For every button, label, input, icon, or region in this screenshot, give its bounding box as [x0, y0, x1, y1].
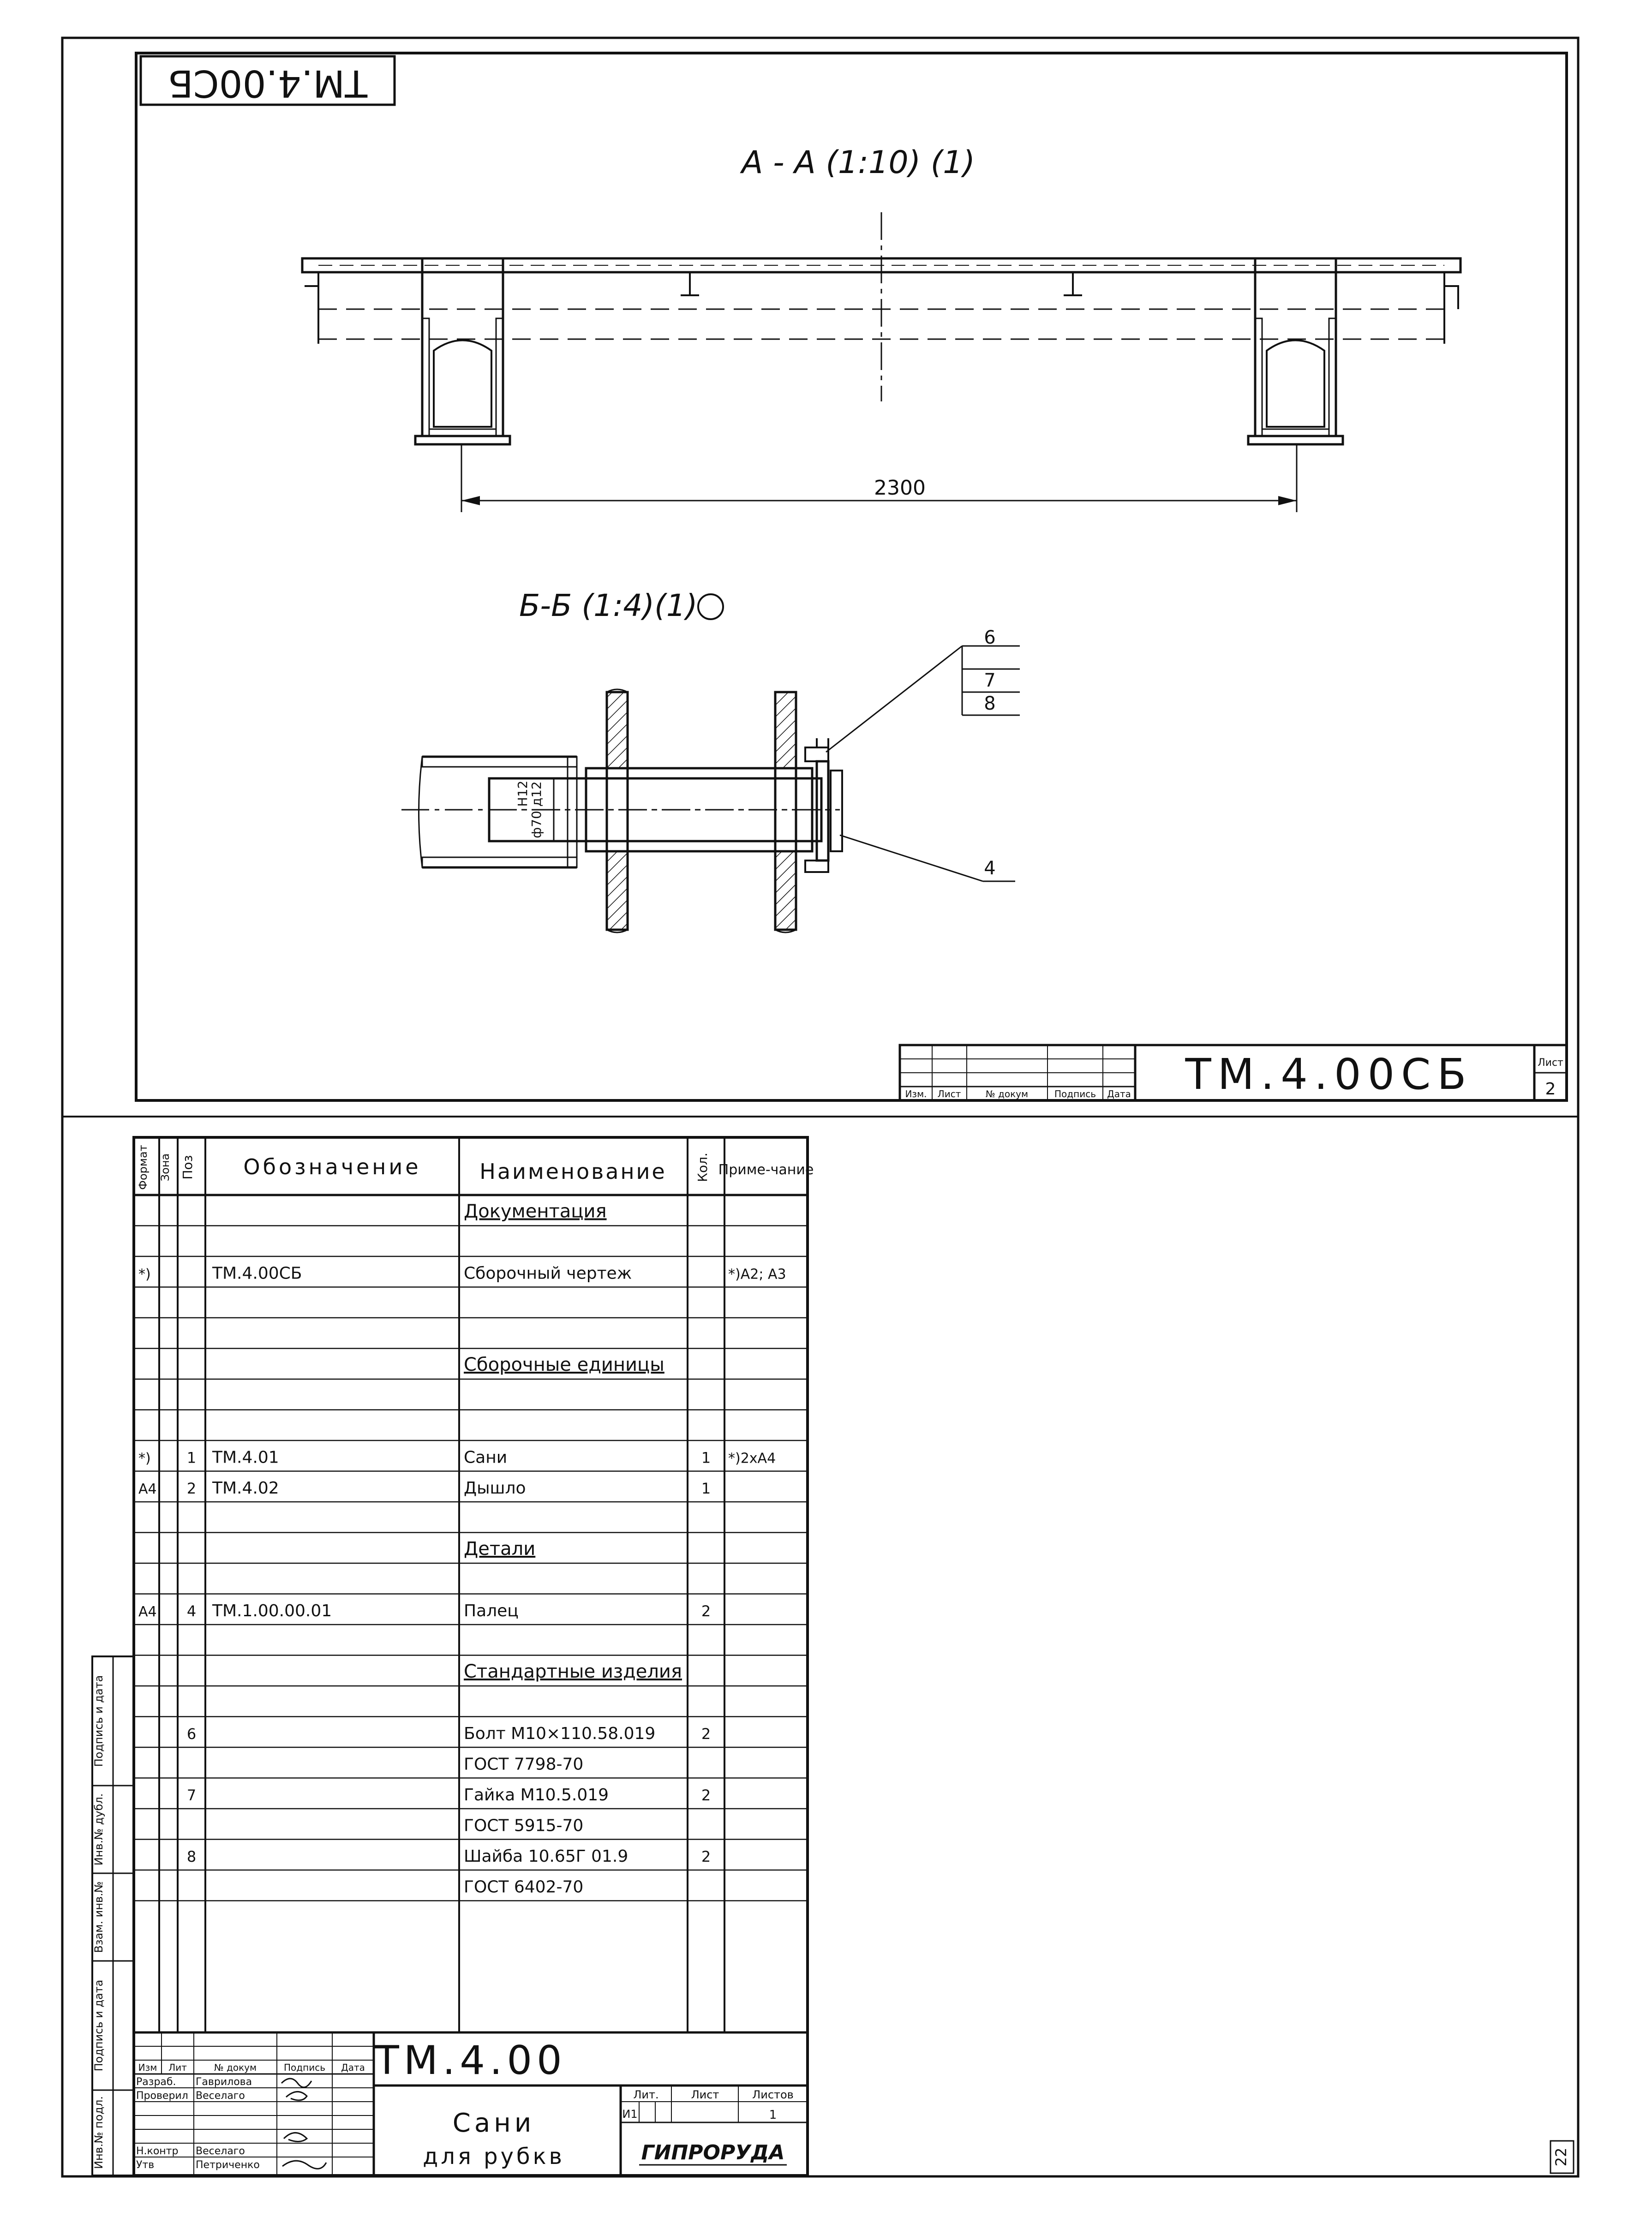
- top-sheet-number: 2: [1545, 1080, 1556, 1099]
- spec-tb-header-lit: Лит: [168, 2062, 187, 2073]
- specification-sheet: [92, 1137, 814, 2175]
- title-block-person: Гаврилова: [196, 2076, 252, 2088]
- spec-cell-designation: ТМ.4.02: [212, 1479, 279, 1498]
- spec-cell-name: Палец: [464, 1601, 519, 1620]
- spec-rows: [134, 1201, 808, 1901]
- spec-header-designation: Обозначение: [243, 1154, 421, 1179]
- spec-cell-name: ГОСТ 6402-70: [464, 1877, 584, 1897]
- spec-cell-designation: ТМ.4.00СБ: [212, 1264, 302, 1283]
- spec-sheet-label: Лист: [691, 2088, 719, 2101]
- spec-frame: [134, 1137, 808, 2175]
- spec-cell-qty: 1: [701, 1480, 711, 1497]
- title-block-role: Утв: [136, 2159, 155, 2171]
- top-title-code: ТМ.4.00СБ: [1185, 1050, 1473, 1099]
- spec-tb-header-date: Дата: [341, 2062, 365, 2073]
- spec-cell-format: *): [138, 1450, 151, 1467]
- spec-cell-name: Сани: [464, 1448, 508, 1467]
- section-bb-circle: [698, 594, 723, 619]
- page-number: 22: [1552, 2147, 1570, 2167]
- spec-header-note: Приме-чание: [718, 1162, 814, 1178]
- signature-mark: [281, 2079, 326, 2169]
- spec-cell-name: Стандартные изделия: [464, 1661, 682, 1682]
- spec-header-format: Формат: [137, 1145, 150, 1190]
- title-block-role: Проверил: [136, 2090, 188, 2102]
- spec-cell-name: ГОСТ 7798-70: [464, 1755, 584, 1774]
- callout-7: 7: [984, 670, 996, 691]
- spec-cell-qty: 2: [701, 1848, 711, 1865]
- side-label-sign-date-1: Подпись и дата: [92, 1675, 105, 1767]
- top-sheet: [136, 53, 1567, 1100]
- spec-header-zone: Зона: [159, 1153, 172, 1182]
- side-label-replace-inv: Взам. инв.№: [92, 1881, 105, 1953]
- spec-cell-name: Сборочный чертеж: [464, 1264, 632, 1283]
- spec-header-pos: Поз: [180, 1155, 195, 1180]
- spec-cell-name: ГОСТ 5915-70: [464, 1816, 584, 1835]
- spec-cell-qty: 2: [701, 1725, 711, 1743]
- spec-tb-header-izm: Изм: [138, 2062, 157, 2073]
- spec-cell-name: Дышло: [464, 1479, 526, 1498]
- spec-title-code: ТМ.4.00: [375, 2038, 567, 2084]
- callout-6: 6: [984, 627, 996, 648]
- rotated-code: ТМ.4.00СБ: [168, 62, 368, 105]
- spec-cell-name: Сборочные единицы: [464, 1354, 664, 1375]
- callout-4: 4: [984, 858, 996, 879]
- section-aa: [302, 144, 1460, 512]
- spec-cell-designation: ТМ.4.01: [212, 1448, 279, 1467]
- section-aa-title: А - А (1:10) (1): [741, 144, 976, 181]
- title-block-role: Разраб.: [136, 2076, 176, 2088]
- callout-8: 8: [984, 693, 996, 714]
- spec-cell-pos: 4: [186, 1602, 197, 1620]
- spec-cell-pos: 6: [186, 1725, 197, 1743]
- section-bb: [401, 588, 1020, 932]
- top-title-block: [900, 1045, 1567, 1100]
- dimension-2300-label: 2300: [874, 476, 926, 500]
- lit-label: Лит.: [633, 2088, 659, 2101]
- tb-header-list: Лист: [937, 1088, 961, 1100]
- fit-d70: ф70 д12: [529, 781, 544, 838]
- side-label-sign-date-2: Подпись и дата: [92, 1979, 105, 2072]
- spec-header-qty: Кол.: [695, 1153, 710, 1182]
- spec-title-block: [134, 2032, 808, 2175]
- title-block-person: Петриченко: [196, 2159, 260, 2171]
- section-bb-title: Б-Б (1:4)(1): [519, 588, 698, 623]
- spec-cell-qty: 2: [701, 1602, 711, 1620]
- page-frame: [62, 38, 1578, 2176]
- side-label-dup-inv: Инв.№ дубл.: [92, 1793, 105, 1866]
- tb-header-date: Дата: [1107, 1088, 1131, 1100]
- spec-cell-format: *): [138, 1266, 151, 1283]
- spec-tb-header-docnum: № докум: [214, 2062, 257, 2073]
- callout-table: [962, 627, 1020, 715]
- dimension-2300: [461, 445, 1297, 512]
- title-block-person: Веселаго: [196, 2145, 245, 2157]
- top-sheet-label: Лист: [1538, 1057, 1563, 1069]
- side-label-orig-inv: Инв.№ подл.: [92, 2096, 105, 2169]
- spec-cell-name: Детали: [464, 1538, 536, 1560]
- spec-sheets-value: 1: [769, 2108, 777, 2122]
- spec-cell-qty: 2: [701, 1787, 711, 1804]
- spec-cell-format: А4: [138, 1481, 157, 1497]
- left-runner: [415, 258, 510, 444]
- lit-value: И1: [622, 2108, 638, 2121]
- tb-header-izm: Изм.: [905, 1088, 927, 1100]
- rotated-code-box: [141, 56, 395, 105]
- spec-cell-pos: 2: [186, 1480, 197, 1497]
- spec-cell-pos: 7: [186, 1787, 197, 1804]
- spec-cell-name: Шайба 10.65Г 01.9: [464, 1847, 628, 1866]
- spec-cell-designation: ТМ.1.00.00.01: [212, 1601, 332, 1620]
- spec-cell-format: А4: [138, 1604, 157, 1620]
- spec-cell-name: Гайка М10.5.019: [464, 1786, 609, 1805]
- spec-title-name-2: для рубкв: [423, 2144, 565, 2169]
- spec-sheets-label: Листов: [752, 2088, 794, 2101]
- top-sheet-frame: [136, 53, 1567, 1100]
- org-logo-text: ГИПРОРУДА: [641, 2141, 785, 2164]
- spec-cell-name: Болт М10×110.58.019: [464, 1724, 656, 1743]
- spec-cell-name: Документация: [464, 1201, 607, 1222]
- title-block-roles: [136, 2076, 260, 2171]
- spec-cell-note: *)А2; А3: [728, 1266, 786, 1283]
- spec-cell-pos: 1: [186, 1449, 197, 1467]
- page-number-box: [1550, 2141, 1574, 2173]
- fit-h12: Н12: [515, 780, 530, 807]
- spec-tb-header-sign: Подпись: [284, 2062, 325, 2073]
- right-runner: [1248, 258, 1343, 444]
- spec-header-name: Наименование: [479, 1159, 667, 1184]
- spec-cell-qty: 1: [701, 1449, 711, 1467]
- title-block-person: Веселаго: [196, 2090, 245, 2102]
- title-block-role: Н.контр: [136, 2145, 179, 2157]
- spec-cell-pos: 8: [186, 1848, 197, 1865]
- tb-header-docnum: № докум: [985, 1088, 1029, 1100]
- tb-header-sign: Подпись: [1054, 1088, 1096, 1100]
- spec-title-name-1: Сани: [452, 2108, 535, 2138]
- spec-cell-note: *)2хА4: [728, 1450, 776, 1467]
- side-strip: [92, 1656, 134, 2175]
